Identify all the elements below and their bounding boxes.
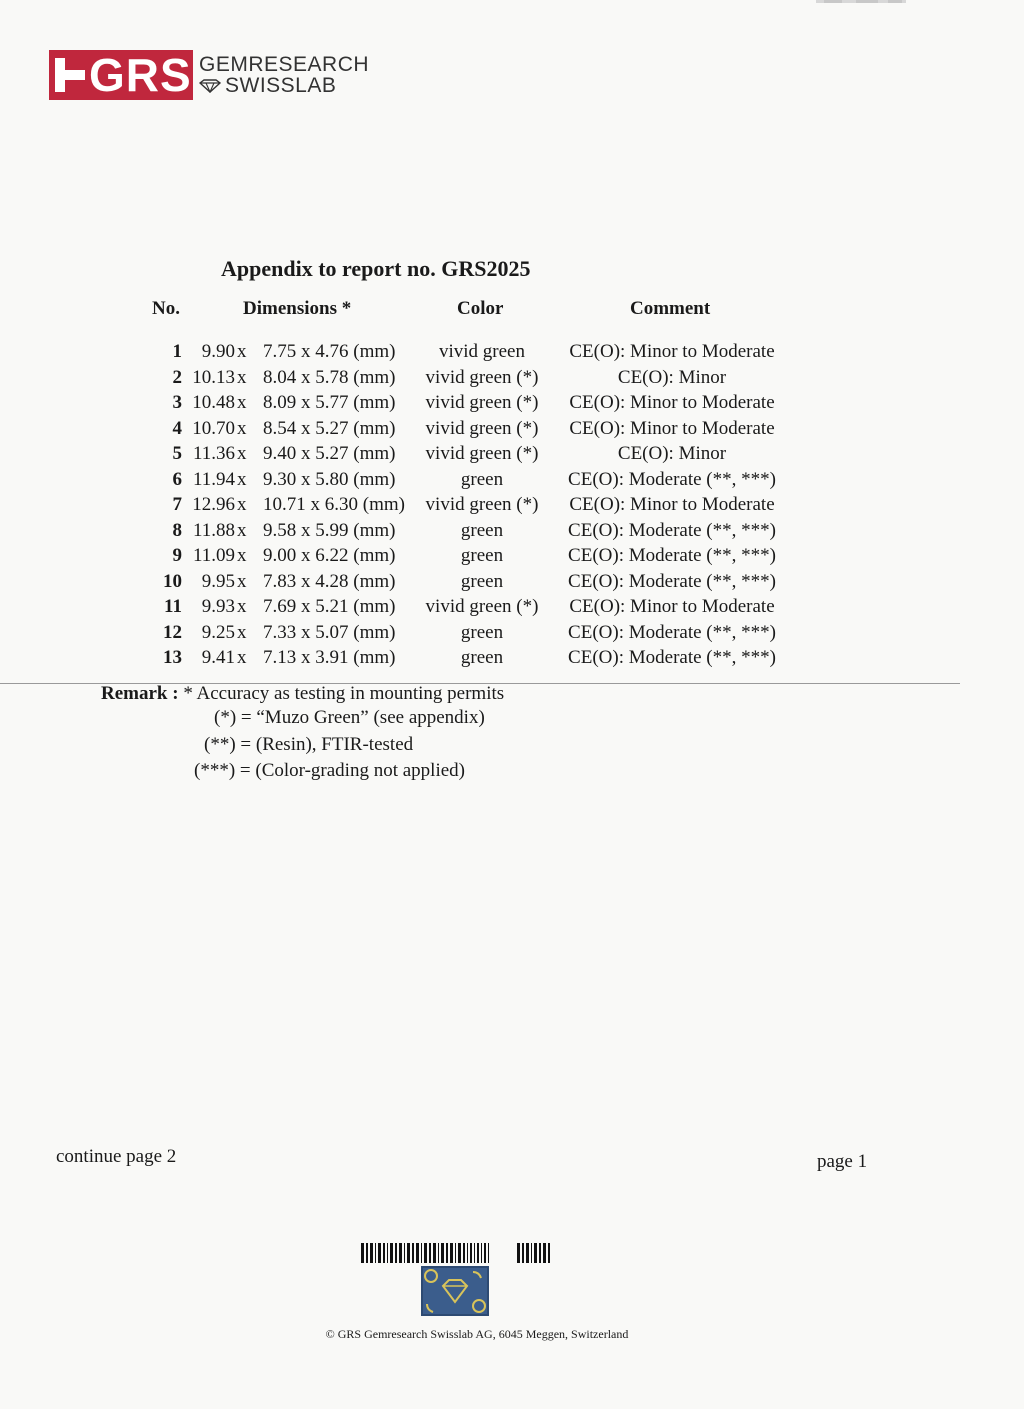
row-no: 1	[172, 341, 182, 362]
table-row: 1 9.90 x 7.75 x 4.76 (mm) vivid green CE(O): Minor to Moderate	[172, 341, 775, 362]
row-color: vivid green (*)	[425, 494, 539, 515]
logo-badge	[49, 50, 193, 100]
row-width-depth: 9.58 x 5.99 (mm)	[263, 519, 396, 541]
row-no: 2	[172, 366, 182, 388]
row-color: vivid green (*)	[425, 392, 539, 413]
row-color: vivid green	[438, 341, 526, 362]
logo-line-1: GEMRESEARCH	[199, 53, 370, 76]
row-comment: CE(O): Moderate (**, ***)	[568, 545, 776, 566]
swiss-cross-icon	[55, 58, 85, 92]
row-length: 11.94	[192, 468, 235, 490]
row-comment: CE(O): Minor to Moderate	[569, 341, 775, 362]
row-no: 4	[172, 417, 182, 439]
row-comment: CE(O): Minor to Moderate	[569, 417, 775, 439]
remark-line	[101, 681, 504, 708]
remark-label: Remark :	[101, 683, 179, 704]
row-length: 9.93	[201, 596, 235, 617]
row-width-depth: 7.13 x 3.91 (mm)	[263, 647, 396, 668]
row-length: 11.36	[192, 443, 235, 464]
table-row: 11 9.93 x 7.69 x 5.21 (mm) vivid green (*) CE(O): Minor to Moderate	[164, 596, 775, 617]
row-comment: CE(O): Minor	[617, 443, 727, 464]
row-no: 10	[163, 570, 182, 592]
table-row: 8 11.88 x 9.58 x 5.99 (mm) green CE(O): Moderate (**, ***)	[172, 519, 776, 541]
logo-brand: GRS	[89, 49, 192, 101]
row-no: 8	[172, 519, 182, 541]
remark-accuracy: * Accuracy as testing in mounting permits	[183, 683, 505, 704]
row-color: green	[460, 570, 504, 592]
header-comment: Comment	[630, 298, 711, 319]
row-length: 11.09	[192, 545, 235, 566]
row-width-depth: 7.83 x 4.28 (mm)	[263, 570, 396, 592]
row-length: 11.88	[192, 519, 235, 541]
row-no: 12	[163, 621, 182, 643]
row-length: 9.90	[201, 341, 235, 362]
row-no: 3	[172, 392, 182, 413]
row-width-depth: 8.04 x 5.78 (mm)	[263, 366, 396, 388]
table-row: 5 11.36 x 9.40 x 5.27 (mm) vivid green (*) CE(O): Minor	[172, 443, 727, 464]
row-width-depth: 9.00 x 6.22 (mm)	[263, 545, 396, 566]
hologram-seal-icon	[421, 1266, 489, 1316]
scan-mark	[816, 0, 906, 3]
table-row: 6 11.94 x 9.30 x 5.80 (mm) green CE(O): Moderate (**, ***)	[172, 468, 776, 490]
table-row: 7 12.96 x 10.71 x 6.30 (mm) vivid green (*) CE(O): Minor to Moderate	[172, 494, 775, 515]
row-no: 7	[172, 494, 182, 515]
table-row: 9 11.09 x 9.00 x 6.22 (mm) green CE(O): Moderate (**, ***)	[172, 545, 776, 566]
row-comment: CE(O): Minor to Moderate	[569, 596, 775, 617]
row-width-depth: 8.09 x 5.77 (mm)	[263, 392, 396, 413]
row-no: 13	[163, 647, 182, 668]
row-color: vivid green (*)	[425, 596, 539, 617]
table-row: 10 9.95 x 7.83 x 4.28 (mm) green CE(O): Moderate (**, ***)	[163, 570, 776, 592]
row-no: 6	[172, 468, 182, 490]
row-color: green	[460, 519, 504, 541]
row-length: 9.41	[201, 647, 235, 668]
diamond-icon	[199, 79, 221, 93]
row-width-depth: 8.54 x 5.27 (mm)	[263, 417, 396, 439]
table-row: 4 10.70 x 8.54 x 5.27 (mm) vivid green (*) CE(O): Minor to Moderate	[172, 417, 775, 439]
row-comment: CE(O): Minor	[617, 366, 727, 388]
row-width-depth: 7.33 x 5.07 (mm)	[263, 621, 396, 643]
row-length: 9.25	[201, 621, 235, 643]
row-length: 10.48	[192, 392, 235, 413]
barcode	[361, 1243, 551, 1263]
logo-wordmark	[199, 54, 369, 96]
page-number: page 1	[817, 1151, 868, 1172]
row-comment: CE(O): Moderate (**, ***)	[568, 519, 776, 541]
header-color: Color	[457, 298, 504, 319]
row-comment: CE(O): Moderate (**, ***)	[568, 621, 776, 643]
row-length: 12.96	[192, 494, 235, 515]
table-row: 3 10.48 x 8.09 x 5.77 (mm) vivid green (*) CE(O): Minor to Moderate	[172, 392, 775, 413]
row-color: green	[460, 545, 504, 566]
row-no: 11	[164, 596, 182, 617]
header-dimensions: Dimensions *	[243, 298, 352, 319]
row-length: 9.95	[201, 570, 235, 592]
row-color: green	[460, 468, 504, 490]
row-comment: CE(O): Moderate (**, ***)	[568, 570, 776, 592]
copyright: © GRS Gemresearch Swisslab AG, 6045 Meggen, Switzerland	[325, 1327, 629, 1341]
row-width-depth: 10.71 x 6.30 (mm)	[263, 494, 405, 515]
stone-table	[0, 339, 1024, 671]
row-width-depth: 9.40 x 5.27 (mm)	[263, 443, 396, 464]
remark-resin: (**) = (Resin), FTIR-tested	[204, 734, 414, 755]
row-color: vivid green (*)	[425, 366, 539, 388]
page-title: Appendix to report no. GRS2025	[221, 256, 531, 281]
remark-color-grading: (***) = (Color-grading not applied)	[194, 760, 465, 781]
row-length: 10.70	[192, 417, 235, 439]
row-color: vivid green (*)	[425, 443, 539, 464]
row-color: green	[460, 621, 504, 643]
continue-note: continue page 2	[56, 1146, 177, 1167]
row-length: 10.13	[192, 366, 235, 388]
row-color: green	[460, 647, 504, 668]
row-no: 5	[172, 443, 182, 464]
row-color: vivid green (*)	[425, 417, 539, 439]
row-no: 9	[172, 545, 182, 566]
row-comment: CE(O): Moderate (**, ***)	[568, 468, 776, 490]
row-width-depth: 9.30 x 5.80 (mm)	[263, 468, 396, 490]
table-row: 13 9.41 x 7.13 x 3.91 (mm) green CE(O): Moderate (**, ***)	[163, 647, 776, 668]
row-comment: CE(O): Minor to Moderate	[569, 392, 775, 413]
row-comment: CE(O): Minor to Moderate	[569, 494, 775, 515]
grs-logo	[49, 50, 369, 100]
remark-muzo: (*) = “Muzo Green” (see appendix)	[214, 707, 485, 728]
table-row: 12 9.25 x 7.33 x 5.07 (mm) green CE(O): Moderate (**, ***)	[163, 621, 776, 643]
row-width-depth: 7.69 x 5.21 (mm)	[263, 596, 396, 617]
logo-line-2: SWISSLAB	[225, 74, 337, 97]
row-comment: CE(O): Moderate (**, ***)	[568, 647, 776, 668]
table-row: 2 10.13 x 8.04 x 5.78 (mm) vivid green (*) CE(O): Minor	[172, 366, 727, 388]
header-no: No.	[152, 298, 180, 319]
row-width-depth: 7.75 x 4.76 (mm)	[263, 341, 396, 362]
